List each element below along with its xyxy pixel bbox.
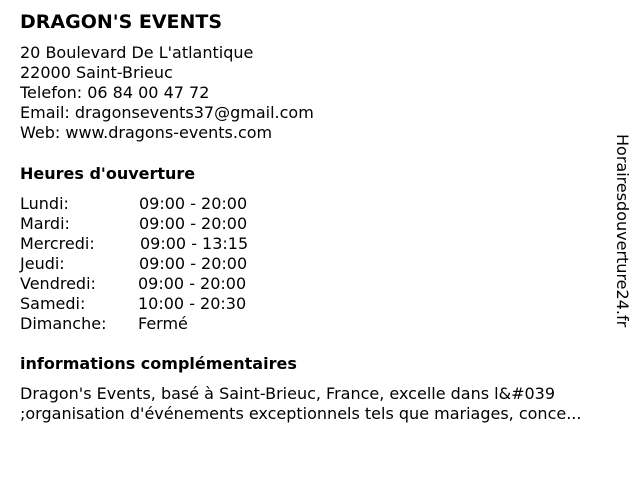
- day-label: Samedi:: [20, 294, 86, 313]
- email-address[interactable]: Email: dragonsevents37@gmail.com: [20, 103, 314, 122]
- day-label: Vendredi:: [20, 274, 96, 293]
- contact-block: [20, 43, 314, 143]
- day-label: Lundi:: [20, 194, 69, 213]
- time-value: 09:00 - 20:00: [138, 274, 247, 293]
- time-value: 09:00 - 20:00: [139, 194, 248, 213]
- day-label: Jeudi:: [20, 254, 65, 273]
- time-value: 09:00 - 20:00: [139, 214, 248, 233]
- street-address: 20 Boulevard De L'atlantique: [20, 43, 254, 62]
- day-label: Mercredi:: [20, 234, 95, 253]
- description-line: ;organisation d'événements exceptionnels tels que mariages, conce...: [20, 404, 582, 423]
- description-line: Dragon's Events, basé à Saint-Brieuc, France, excelle dans l&#039: [20, 384, 556, 403]
- business-description: [20, 384, 630, 424]
- city-address: 22000 Saint-Brieuc: [20, 63, 173, 82]
- time-value: Fermé: [138, 314, 188, 333]
- business-title: DRAGON'S EVENTS: [20, 11, 223, 33]
- time-value: 09:00 - 13:15: [140, 234, 249, 253]
- day-label: Dimanche:: [20, 314, 107, 333]
- opening-hours-heading: Heures d'ouverture: [20, 164, 196, 183]
- time-value: 10:00 - 20:30: [138, 294, 247, 313]
- phone-number[interactable]: Telefon: 06 84 00 47 72: [20, 83, 210, 102]
- time-value: 09:00 - 20:00: [139, 254, 248, 273]
- website-url[interactable]: Web: www.dragons-events.com: [20, 123, 273, 142]
- site-watermark-text: Horairesdouverture24.fr: [613, 134, 632, 328]
- additional-info-heading: informations complémentaires: [20, 354, 297, 373]
- day-label: Mardi:: [20, 214, 70, 233]
